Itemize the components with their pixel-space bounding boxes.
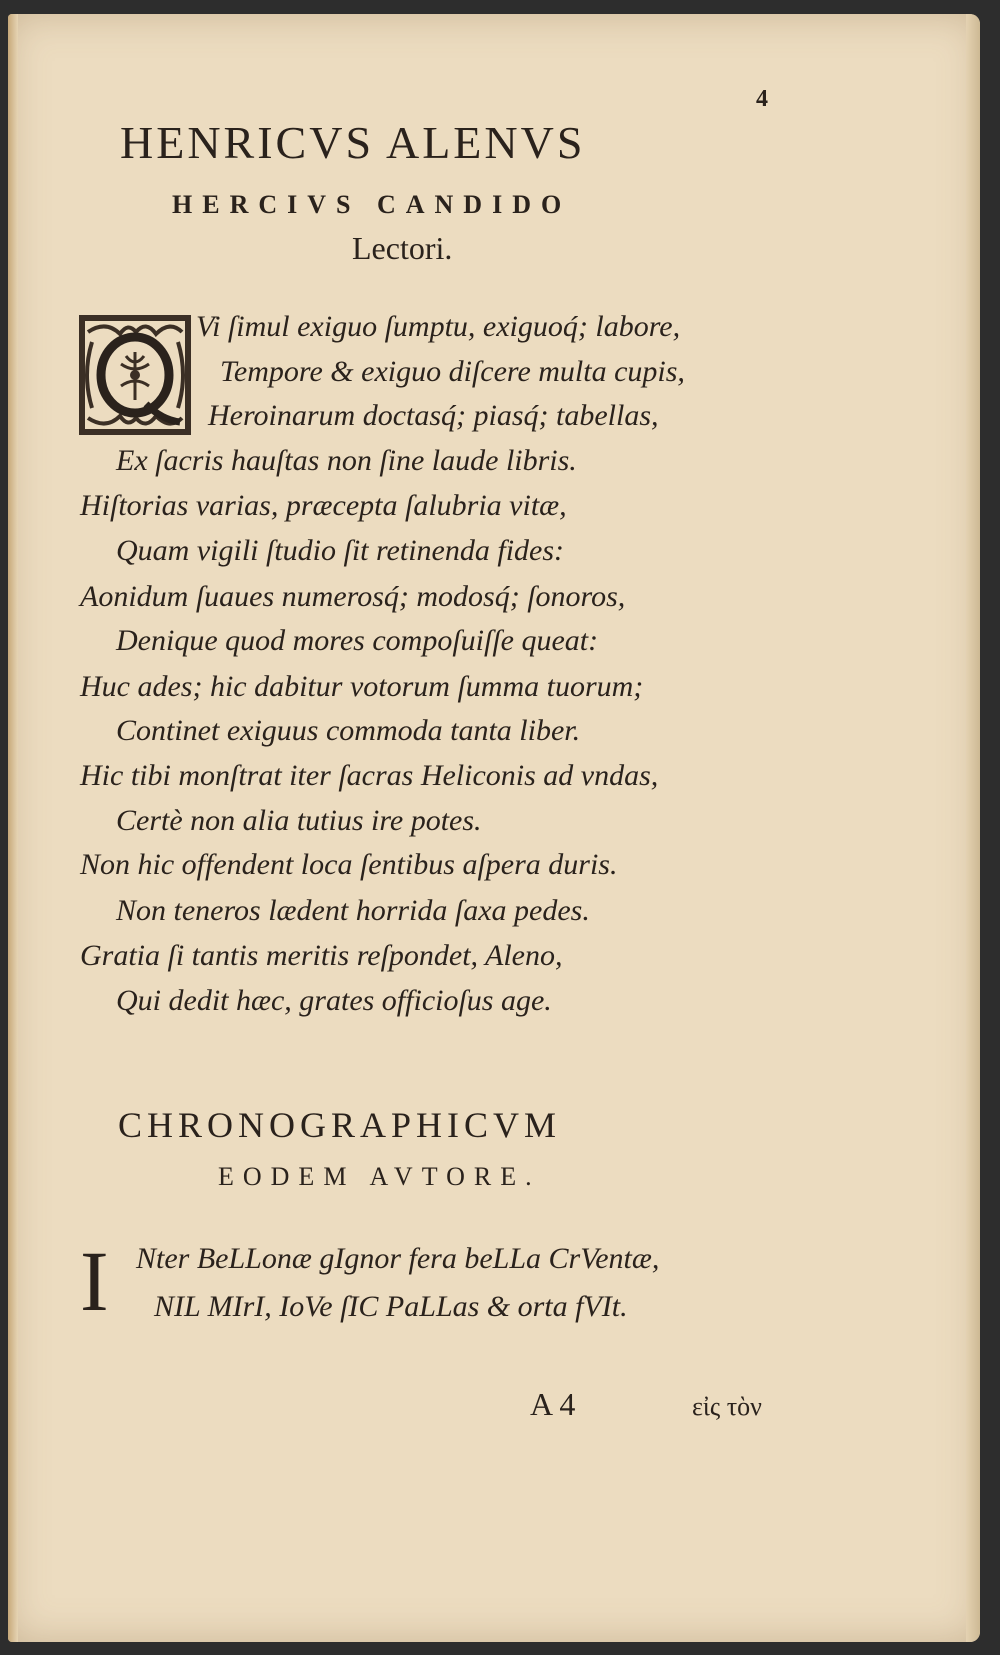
poem-line-7: Aonidum ſuaues numerosq́; modosq́; ſonoros, bbox=[80, 580, 626, 613]
decorated-initial-q-icon bbox=[76, 312, 194, 438]
heading-author: HENRICVS ALENVS bbox=[120, 117, 586, 168]
poem-line-14: Non teneros lædent horrida ſaxa pedes. bbox=[116, 894, 590, 927]
book-page bbox=[8, 14, 980, 1642]
poem-line-5: Hiſtorias varias, præcepta ſalubria vitæ, bbox=[80, 489, 567, 522]
poem-line-6: Quam vigili ſtudio ſit retinenda fides: bbox=[116, 534, 565, 567]
heading-dedication: HERCIVS CANDIDO bbox=[172, 190, 572, 219]
page-fore-edge bbox=[966, 14, 980, 1642]
poem-line-10: Continet exiguus commoda tanta liber. bbox=[116, 714, 581, 747]
folio-number: 4 bbox=[756, 86, 768, 112]
poem-line-16: Qui dedit hæc, grates officioſus age. bbox=[116, 984, 552, 1017]
catchword: εἰς τὸν bbox=[692, 1392, 762, 1421]
signature-mark: A 4 bbox=[530, 1386, 576, 1422]
poem-line-11: Hic tibi monſtrat iter ſacras Heliconis ad vndas, bbox=[80, 759, 659, 792]
poem-line-1: Vi ſimul exiguo ſumptu, exiguoq́; labore, bbox=[196, 310, 681, 343]
chronogram-line-2: NIL MIrI, IoVe ſIC PaLLas & orta fVIt. bbox=[154, 1290, 628, 1323]
chronogram-line-1: Nter BeLLonæ gIgnor fera beLLa CrVentæ, bbox=[136, 1242, 660, 1275]
page-gutter bbox=[8, 14, 18, 1642]
chronogram-initial: I bbox=[80, 1233, 109, 1329]
poem-line-12: Certè non alia tutius ire potes. bbox=[116, 804, 482, 837]
poem-line-4: Ex ſacris hauſtas non ſine laude libris. bbox=[116, 444, 577, 477]
poem-line-3: Heroinarum doctasq́; piasq́; tabellas, bbox=[208, 399, 659, 432]
chronographicum-subtitle: EODEM AVTORE. bbox=[218, 1162, 541, 1191]
poem-line-9: Huc ades; hic dabitur votorum ſumma tuorum; bbox=[80, 670, 644, 703]
chronographicum-title: CHRONOGRAPHICVM bbox=[118, 1105, 562, 1145]
poem-line-8: Denique quod mores compoſuiſſe queat: bbox=[116, 624, 599, 657]
poem-line-2: Tempore & exiguo diſcere multa cupis, bbox=[220, 355, 685, 388]
poem-line-15: Gratia ſi tantis meritis reſpondet, Aleno, bbox=[80, 939, 563, 972]
poem-line-13: Non hic offendent loca ſentibus aſpera duris. bbox=[80, 848, 618, 881]
heading-reader: Lectori. bbox=[352, 230, 453, 266]
